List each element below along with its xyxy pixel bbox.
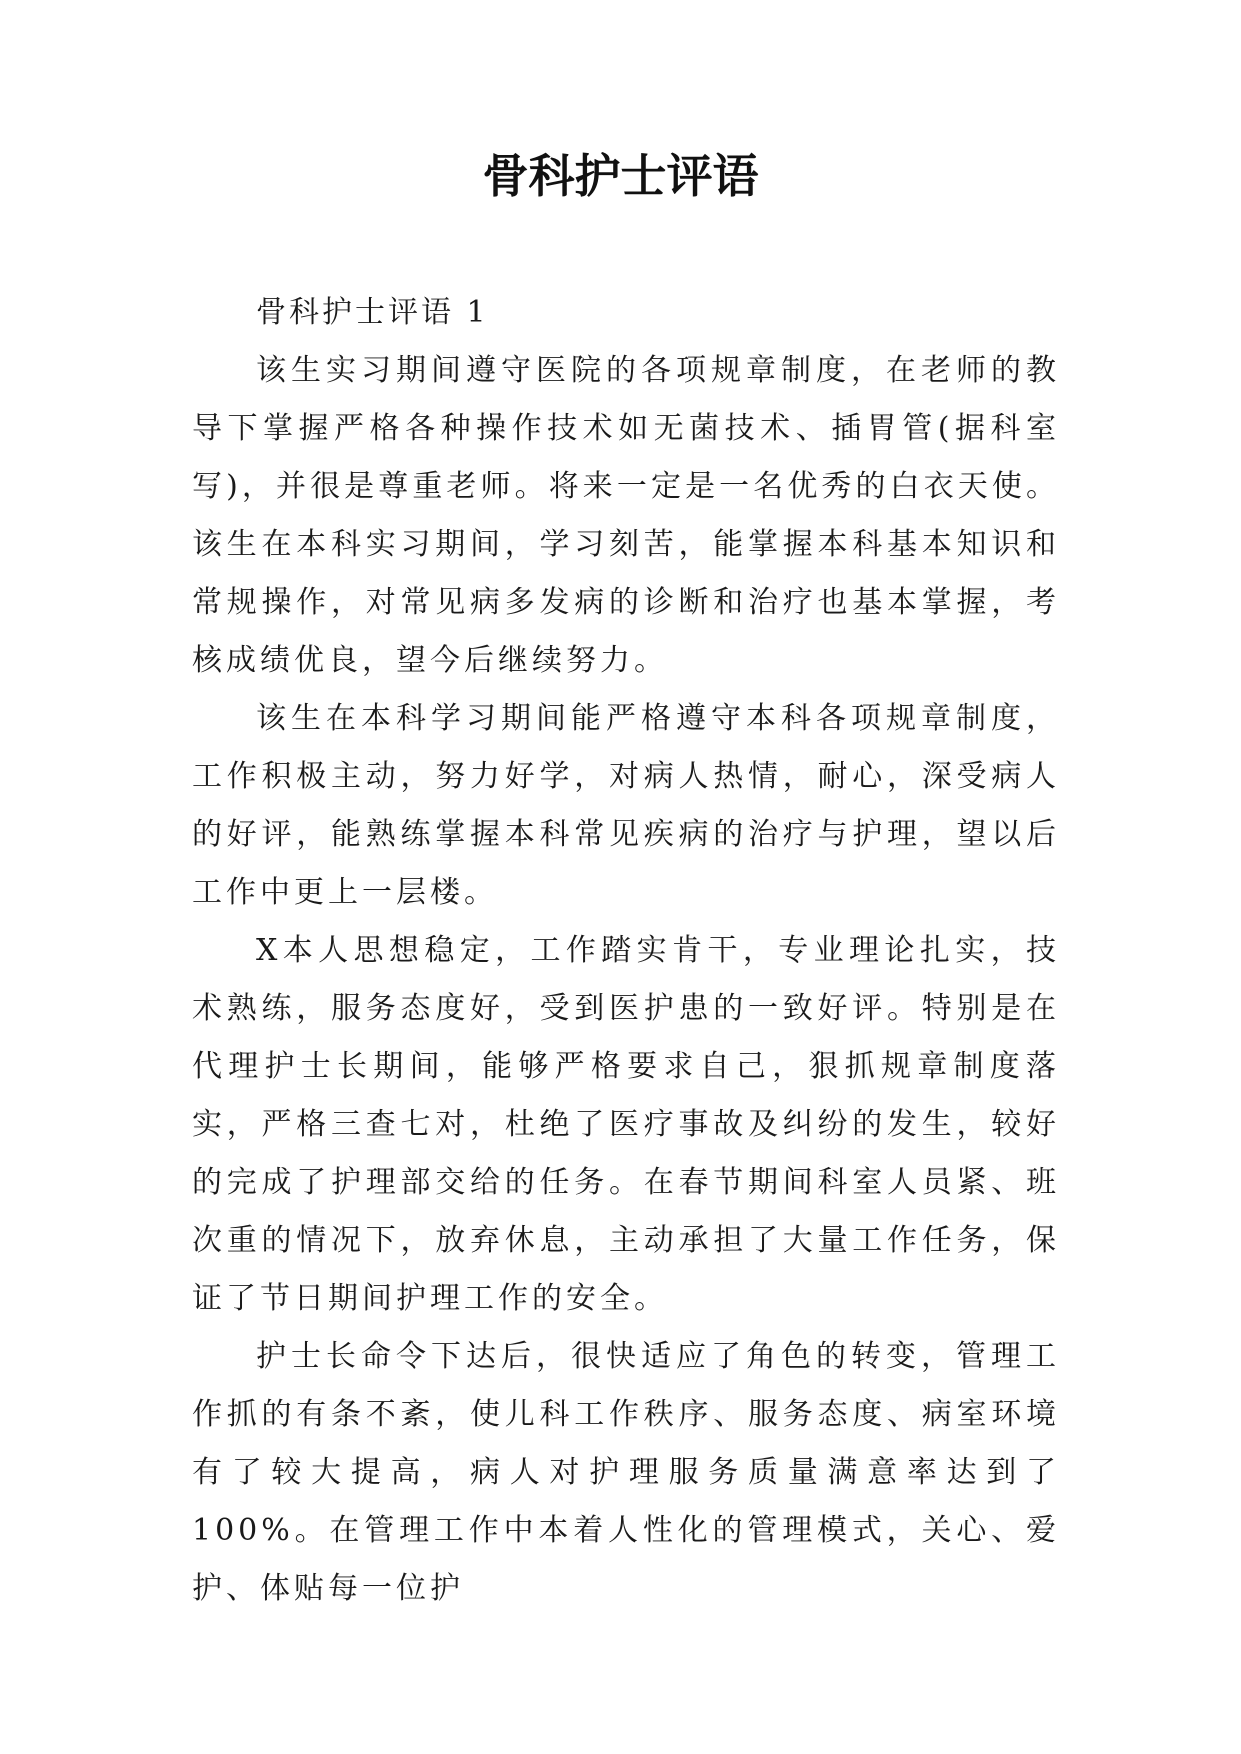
document-title: 骨科护士评语 (482, 149, 759, 203)
paragraph: 护士长命令下达后，很快适应了角色的转变，管理工作抓的有条不紊，使儿科工作秩序、服务态度、病室环境有了较大提高，病人对护理服务质量满意率达到了100%。在管理工作中本着人性化的管理模式，关心、爱护、体贴每一位护 (192, 1339, 1060, 1606)
paragraph: 该生实习期间遵守医院的各项规章制度，在老师的教导下掌握严格各种操作技术如无菌技术、插胃管(据科室写)，并很是尊重老师。将来一定是一名优秀的白衣天使。该生在本科实习期间，学习刻苦，能掌握本科基本知识和常规操作，对常见病多发病的诊断和治疗也基本掌握，考核成绩优良，望今后继续努力。 (192, 353, 1060, 678)
document-body (192, 284, 1060, 1618)
paragraph: X本人思想稳定，工作踏实肯干，专业理论扎实，技术熟练，服务态度好，受到医护患的一致好评。特别是在代理护士长期间，能够严格要求自己，狠抓规章制度落实，严格三查七对，杜绝了医疗事故及纠纷的发生，较好的完成了护理部交给的任务。在春节期间科室人员紧、班次重的情况下，放弃休息，主动承担了大量工作任务，保证了节日期间护理工作的安全。 (192, 933, 1060, 1316)
paragraph: 该生在本科学习期间能严格遵守本科各项规章制度，工作积极主动，努力好学，对病人热情，耐心，深受病人的好评，能熟练掌握本科常见疾病的治疗与护理，望以后工作中更上一层楼。 (192, 701, 1060, 910)
section-heading: 骨科护士评语 1 (256, 295, 489, 330)
